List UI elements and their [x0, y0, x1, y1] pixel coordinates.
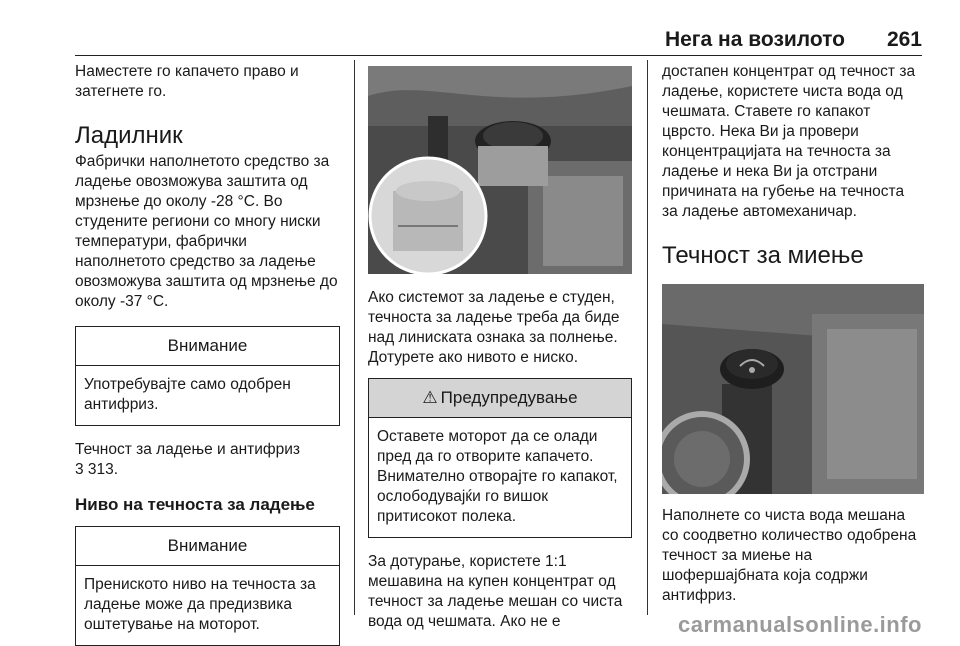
washer-fluid-paragraph: Наполнете со чиста вода мешана со соодветно количество одобрена течност за миење на шофершајбната која содржи антифриз.	[662, 507, 917, 604]
coolant-reference-label: Течност за ладење и антифриз	[75, 441, 301, 458]
warning-title-row	[369, 379, 631, 418]
washer-cap-illustration	[662, 284, 924, 494]
warning-title: Предупредување	[440, 388, 578, 407]
column-divider-1	[354, 60, 355, 615]
page-reference-link[interactable]: 3 313.	[75, 461, 119, 478]
warning-triangle-icon: ⚠	[422, 388, 438, 407]
notice-body: Употребувајте само одобрен антифриз.	[84, 376, 291, 413]
intro-paragraph: Наместете го капачето право и затегнете го.	[75, 63, 299, 100]
column-divider-2	[647, 60, 648, 615]
header-rule	[75, 55, 922, 56]
engine-bay-illustration	[368, 66, 632, 274]
page-number: 261	[886, 28, 922, 51]
column-2	[368, 62, 632, 632]
section-heading-radiator: Ладилник	[75, 122, 183, 149]
column-1	[75, 62, 340, 646]
radiator-paragraph: Фабрички наполнетото средство за ладење овозможува заштита од мрзнење до околу -28 °C. Во студените региони со многу ниски температури, фабрички наполнетото средство за ладење овозможува заштита од мрзнење до околу -37 °C.	[75, 153, 338, 310]
notice-title: Внимание	[76, 327, 339, 366]
subheading-coolant-level: Ниво на течноста за ладење	[75, 495, 315, 514]
notice-box-antifreeze	[75, 326, 340, 426]
section-heading-washer-fluid: Течност за миење	[662, 242, 864, 269]
watermark: carmanualsonline.info	[678, 612, 922, 637]
washer-reservoir-photo	[662, 284, 924, 494]
column-3	[662, 62, 924, 606]
coolant-reservoir-photo	[368, 66, 632, 274]
notice-body: Прениското ниво на течноста за ладење може да предизвика оштетување на моторот.	[84, 576, 316, 633]
notice-box-coolant-level	[75, 526, 340, 646]
coolant-reference-text	[75, 440, 340, 480]
page-header-title: Нега на возилото	[664, 28, 845, 51]
cold-system-paragraph: Ако системот за ладење е студен, течноста за ладење треба да биде над линиската ознака за полнење. Дотурете ако нивото е ниско.	[368, 289, 620, 366]
top-up-paragraph: За дотурање, користете 1:1 мешавина на купен концентрат од течност за ладење мешан со чиста вода од чешмата. Ако не е	[368, 553, 623, 630]
notice-title: Внимание	[76, 527, 339, 566]
coolant-continued-paragraph: достапен концентрат од течност за ладење, користете чиста вода од чешмата. Ставете го капакот цврсто. Нека Ви ја провери концентрацијата на течноста за ладење и нека Ви ја отстрани причината на губење на течноста за ладење автомеханичар.	[662, 63, 916, 220]
warning-body: Оставете моторот да се олади пред да го отворите капачето. Внимателно отворајте го капакот, ослободувајќи го вишок притисокот полека.	[377, 428, 618, 525]
warning-box	[368, 378, 632, 538]
